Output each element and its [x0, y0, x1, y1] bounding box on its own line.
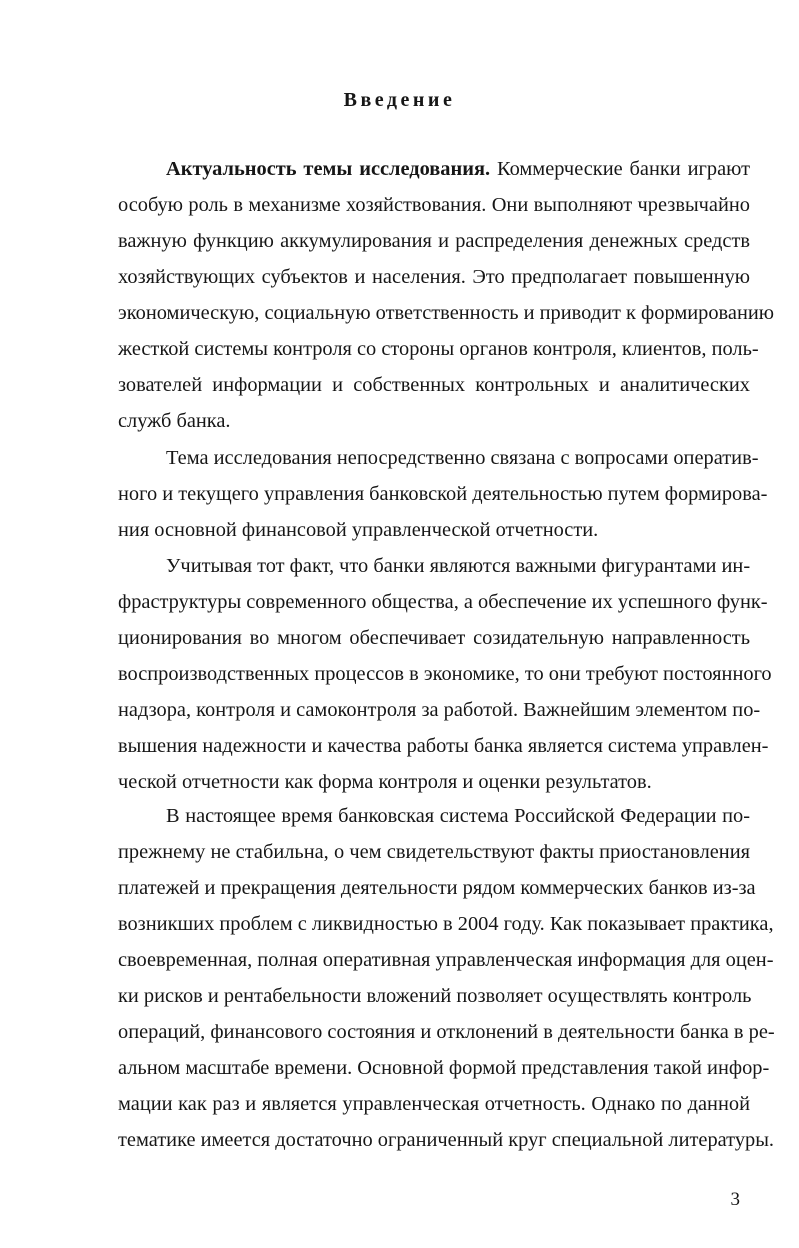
paragraph-line: ного и текущего управления банковской деятельностью путем формирова-: [118, 483, 768, 505]
paragraph-line: ки рисков и рентабельности вложений позволяет осуществлять контроль: [118, 985, 752, 1007]
paragraph-line: ческой отчетности как форма контроля и оценки результатов.: [118, 771, 652, 793]
paragraph-line: хозяйствующих субъектов и населения. Это предполагает повышенную: [118, 266, 750, 288]
paragraph-line: альном масштабе времени. Основной формой представления такой инфор-: [118, 1057, 770, 1079]
paragraph-line: надзора, контроля и самоконтроля за работой. Важнейшим элементом по-: [118, 699, 761, 721]
line-text: Коммерческие банки играют: [490, 158, 751, 180]
paragraph-line: ционирования во многом обеспечивает созидательную направленность: [118, 627, 750, 649]
paragraph-line: тематике имеется достаточно ограниченный круг специальной литературы.: [118, 1129, 775, 1151]
paragraph-line: операций, финансового состояния и отклонений в деятельности банка в ре-: [118, 1021, 775, 1043]
page-number: 3: [730, 1189, 740, 1210]
paragraph-line: прежнему не стабильна, о чем свидетельствуют факты приостановления: [118, 841, 750, 863]
paragraph-line: зователей информации и собственных контрольных и аналитических: [118, 374, 750, 396]
paragraph-line: особую роль в механизме хозяйствования. Они выполняют чрезвычайно: [118, 194, 750, 216]
paragraph-line: своевременная, полная оперативная управленческая информация для оцен-: [118, 949, 774, 971]
paragraph-1: [118, 151, 775, 439]
paragraph-3: [118, 548, 772, 800]
paragraph-line: ния основной финансовой управленческой отчетности.: [118, 519, 599, 541]
paragraph-line: служб банка.: [118, 410, 231, 432]
paragraph-line: фраструктуры современного общества, а обеспечение их успешного функ-: [118, 591, 768, 613]
paragraph-line: платежей и прекращения деятельности рядом коммерческих банков из-за: [118, 877, 756, 899]
paragraph-line: вышения надежности и качества работы банка является система управлен-: [118, 735, 769, 757]
paragraph-line: В настоящее время банковская система Российской Федерации по-: [166, 805, 750, 827]
paragraph-line: жесткой системы контроля со стороны органов контроля, клиентов, поль-: [118, 338, 759, 360]
paragraph-line: возникших проблем с ликвидностью в 2004 году. Как показывает практика,: [118, 913, 774, 935]
paragraph-line: воспроизводственных процессов в экономике, то они требуют постоянного: [118, 663, 772, 685]
paragraph-2: [118, 440, 768, 548]
paragraph-line: Учитывая тот факт, что банки являются важными фигурантами ин-: [166, 555, 751, 577]
paragraph-4: [118, 798, 775, 1158]
paragraph-line: Тема исследования непосредственно связана с вопросами оператив-: [166, 447, 759, 469]
page-title: Введение: [343, 89, 456, 111]
paragraph-line: мации как раз и является управленческая отчетность. Однако по данной: [118, 1093, 750, 1115]
paragraph-line: экономическую, социальную ответственность и приводит к формированию: [118, 302, 775, 324]
paragraph-line: [118, 151, 750, 187]
paragraph-line: важную функцию аккумулирования и распределения денежных средств: [118, 230, 750, 252]
lead-phrase: Актуальность темы исследования.: [166, 158, 491, 180]
